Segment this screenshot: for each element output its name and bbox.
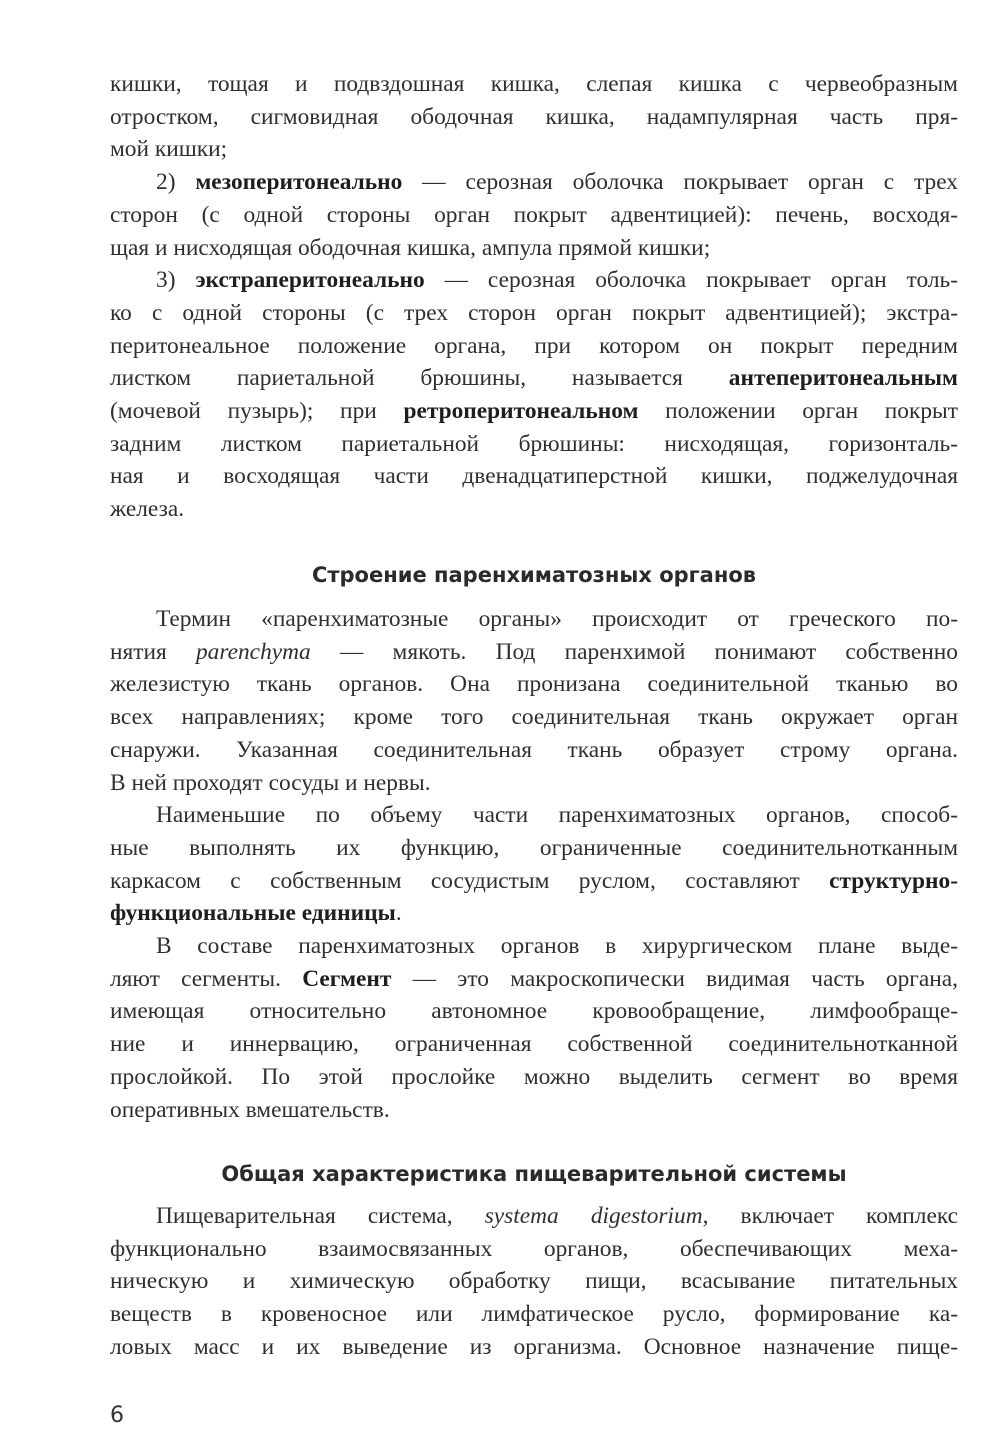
text-line (110, 963, 958, 996)
text-line: ловых масс и их выведение из организма. Основное назначение пище- (110, 1333, 958, 1360)
term-functional-units: функциональные единицы (110, 900, 396, 927)
text-span: нятия (110, 638, 196, 665)
text-line: всех направлениях; кроме того соединительная ткань окружает орган (110, 704, 958, 731)
text-line: веществ в кровеносное или лимфатическое русло, формирование ка- (110, 1301, 958, 1328)
text-span: каркасом с собственным сосудистым руслом, составляют (110, 867, 830, 894)
text-line: ная и восходящая части двенадцатиперстной кишки, поджелудочная (110, 463, 958, 490)
text-span: — серозная оболочка покрывает орган с трех (402, 169, 958, 196)
text-line (110, 362, 958, 395)
text-line (110, 1200, 958, 1233)
text-line (110, 166, 958, 199)
section-heading-parenchymal-organs: Строение паренхиматозных органов (311, 563, 757, 587)
text-line: ко с одной стороны (с трех сторон орган покрыт адвентицией); экстра- (110, 299, 958, 326)
term-anteperitoneal: антеперитонеальным (728, 365, 958, 392)
text-span: листком париетальной брюшины, называется (110, 365, 729, 392)
text-span: . (395, 900, 402, 927)
text-span: положении орган покрыт (638, 398, 958, 425)
text-line: Наименьшие по объему части паренхиматозных органов, способ- (156, 802, 958, 829)
text-line: отростком, сигмовидная ободочная кишка, надампулярная часть пря- (110, 103, 958, 130)
text-line: задним листком париетальной брюшины: нисходящая, горизонталь- (110, 430, 958, 457)
body-text-block-2 (110, 603, 958, 1126)
text-span: — мякоть. Под паренхимой понимают собственно (310, 638, 958, 665)
text-line: Термин «паренхиматозные органы» происходит от греческого по- (156, 606, 958, 632)
text-line: перитонеальное положение органа, при котором он покрыт передним (110, 332, 958, 359)
section-heading-digestive-system: Общая характеристика пищеварительной системы (221, 1162, 847, 1186)
text-line: прослойкой. По этой прослойке можно выделить сегмент во время (110, 1063, 958, 1090)
text-line: снаружи. Указанная соединительная ткань образует строму органа. (110, 736, 958, 763)
text-span: — это макроскопически видимая часть органа, (391, 965, 958, 992)
text-line: В составе паренхиматозных органов в хирургическом плане выде- (156, 933, 958, 960)
text-span: ляют сегменты. (110, 965, 303, 992)
term-segment: Сегмент (302, 965, 392, 992)
latin-term: parenchyma (195, 638, 311, 665)
text-line (110, 865, 958, 898)
text-line: ные выполнять их функцию, ограниченные соединительнотканным (110, 834, 958, 861)
text-line (110, 897, 958, 930)
text-span: (мочевой пузырь); при (110, 398, 404, 425)
text-line (110, 636, 958, 669)
text-span: Пищеварительная система, (156, 1203, 485, 1229)
text-line: сторон (с одной стороны орган покрыт адвентицией): печень, восходя- (110, 201, 958, 228)
list-number: 2) (156, 169, 196, 196)
page-number: 6 (110, 1403, 124, 1428)
text-line: функционально взаимосвязанных органов, обеспечивающих меха- (110, 1235, 958, 1262)
term-mesoperitoneal: мезоперитонеально (195, 169, 403, 196)
term-structural: структурно- (829, 867, 958, 894)
text-line: ние и иннервацию, ограниченная собственной соединительнотканной (110, 1031, 958, 1058)
list-number: 3) (156, 267, 196, 294)
text-line: ническую и химическую обработку пищи, всасывание питательных (110, 1268, 958, 1295)
text-line: железистую ткань органов. Она пронизана соединительной тканью во (110, 671, 958, 698)
body-text-block-3 (110, 1200, 958, 1364)
text-line: имеющая относительно автономное кровообращение, лимфообраще- (110, 998, 958, 1025)
text-line: мой кишки; (110, 136, 228, 163)
latin-term: systema digestorium (484, 1203, 703, 1229)
text-line: железа. (110, 496, 185, 523)
text-span: — серозная оболочка покрывает орган толь- (424, 267, 958, 294)
text-span: , включает комплекс (702, 1203, 959, 1229)
term-retroperitoneal: ретроперитонеальном (403, 398, 639, 425)
text-line: щая и нисходящая ободочная кишка, ампула прямой кишки; (110, 234, 711, 261)
text-line (110, 395, 958, 428)
text-line: оперативных вмешательств. (110, 1096, 390, 1123)
term-extraperitoneal: экстраперитонеально (195, 267, 425, 294)
text-line: В ней проходят сосуды и нервы. (110, 769, 431, 796)
text-line: кишки, тощая и подвздошная кишка, слепая кишка с червеобразным (110, 71, 958, 97)
text-line (110, 264, 958, 297)
body-text-block-1 (110, 68, 958, 526)
